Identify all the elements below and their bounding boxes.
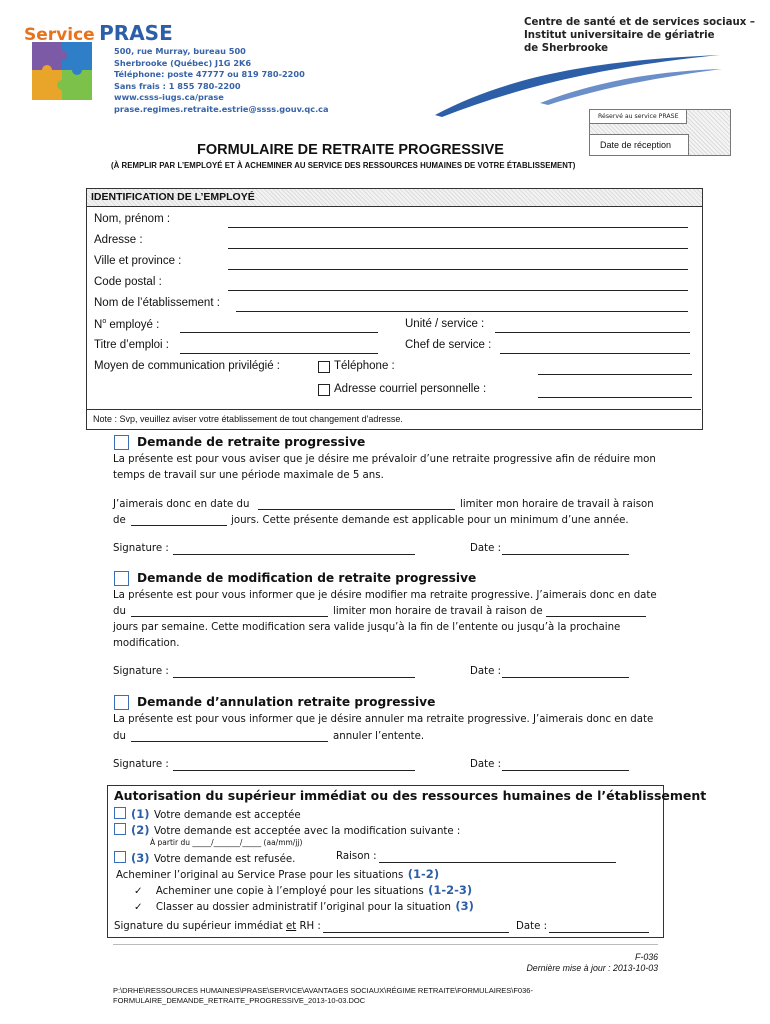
email-checkbox[interactable] bbox=[318, 384, 330, 396]
request-checkbox[interactable] bbox=[114, 435, 129, 450]
check-icon: ✓ bbox=[134, 902, 143, 913]
communication-label: Moyen de communication privilégié : bbox=[94, 360, 281, 372]
modification-signature-field[interactable] bbox=[173, 677, 415, 678]
cancellation-end-text: annuler l’entente. bbox=[333, 731, 425, 742]
logo-text bbox=[24, 21, 173, 45]
reason-label: Raison : bbox=[336, 851, 377, 862]
address-label: Adresse : bbox=[94, 234, 143, 246]
page-title: FORMULAIRE DE RETRAITE PROGRESSIVE bbox=[197, 142, 504, 158]
job-title-label: Titre d’emploi : bbox=[94, 339, 169, 351]
request-text-2: temps de travail sur une période maximale de 5 ans. bbox=[113, 470, 384, 481]
modification-days-field[interactable] bbox=[546, 616, 646, 617]
email-field[interactable] bbox=[538, 397, 692, 398]
accepted-checkbox[interactable] bbox=[114, 807, 126, 819]
request-days-text: jours. Cette présente demande est applicable pour un minimum d’une année. bbox=[231, 515, 629, 526]
phone-field[interactable] bbox=[538, 374, 692, 375]
modification-text-4: modification. bbox=[113, 638, 180, 649]
refused-checkbox[interactable] bbox=[114, 851, 126, 863]
modification-text-3: jours par semaine. Cette modification sera valide jusqu’à la fin de l’entente ou jusqu’à la prochaine bbox=[113, 622, 621, 633]
cancellation-heading: Demande d’annulation retraite progressive bbox=[137, 695, 436, 709]
unit-field[interactable] bbox=[495, 332, 690, 333]
modification-date-field[interactable] bbox=[131, 616, 328, 617]
accepted-modified-checkbox[interactable] bbox=[114, 823, 126, 835]
job-title-field[interactable] bbox=[180, 353, 378, 354]
address-field[interactable] bbox=[228, 248, 688, 249]
postal-label: Code postal : bbox=[94, 276, 162, 288]
institution-line-2: Institut universitaire de gériatrie bbox=[524, 30, 715, 41]
accepted-option: (1) Votre demande est acceptée bbox=[131, 807, 301, 821]
employee-number-field[interactable] bbox=[180, 332, 378, 333]
postal-field[interactable] bbox=[228, 290, 688, 291]
forward-instruction: Acheminer l’original au Service Prase pour les situations (1-2) bbox=[116, 867, 440, 881]
form-code: F-036 bbox=[635, 952, 658, 962]
name-label: Nom, prénom : bbox=[94, 213, 171, 225]
cancellation-signature-label: Signature : bbox=[113, 759, 169, 770]
request-text-1: La présente est pour vous aviser que je désire me prévaloir d’une retraite progressive afin de réduire mon bbox=[113, 454, 656, 465]
request-heading: Demande de retraite progressive bbox=[137, 435, 366, 449]
contact-email: prase.regimes.retraite.estrie@ssss.gouv.qc.ca bbox=[114, 103, 329, 114]
supervisor-date-label: Date : bbox=[516, 921, 548, 932]
modification-signature-label: Signature : bbox=[113, 666, 169, 677]
chief-field[interactable] bbox=[500, 353, 690, 354]
modification-heading: Demande de modification de retraite progressive bbox=[137, 571, 477, 585]
name-field[interactable] bbox=[228, 227, 688, 228]
from-date-line[interactable]: À partir du _____/_______/_____ (aa/mm/jj) bbox=[150, 838, 303, 847]
institution-line-1: Centre de santé et de services sociaux – bbox=[524, 17, 755, 28]
employee-number-label: $N^o$ employé : bbox=[94, 318, 160, 331]
phone-checkbox[interactable] bbox=[318, 361, 330, 373]
address-change-note: Note : Svp, veuillez aviser votre établissement de tout changement d'adresse. bbox=[93, 414, 403, 424]
copy-instruction: ✓ Acheminer une copie à l’employé pour les situations (1-2-3) bbox=[134, 883, 473, 897]
file-instruction: ✓ Classer au dossier administratif l’original pour la situation (3) bbox=[134, 899, 474, 913]
request-signature-label: Signature : bbox=[113, 543, 169, 554]
authorization-heading: Autorisation du supérieur immédiat ou des ressources humaines de l’établissement bbox=[114, 788, 707, 803]
modification-text-1: La présente est pour vous informer que je désire modifier ma retraite progressive. J’aimerais donc en date bbox=[113, 590, 657, 601]
request-date-label: J’aimerais donc en date du bbox=[113, 499, 250, 510]
supervisor-signature-field[interactable] bbox=[323, 932, 509, 933]
modification-date-field-sign[interactable] bbox=[502, 677, 629, 678]
request-date-signature-field[interactable] bbox=[502, 554, 629, 555]
request-days-field[interactable] bbox=[131, 525, 227, 526]
city-label: Ville et province : bbox=[94, 255, 182, 267]
cancellation-date-sign-field[interactable] bbox=[502, 770, 629, 771]
cancellation-text-1: La présente est pour vous informer que je désire annuler ma retraite progressive. J’aimerais donc en date bbox=[113, 714, 654, 725]
refused-option: (3) Votre demande est refusée. bbox=[131, 851, 296, 865]
phone-label: Téléphone : bbox=[334, 360, 395, 372]
cancellation-checkbox[interactable] bbox=[114, 695, 129, 710]
modification-du: du bbox=[113, 606, 126, 617]
check-icon: ✓ bbox=[134, 886, 143, 897]
contact-website: www.csss-iugs.ca/prase bbox=[114, 92, 224, 103]
modification-checkbox[interactable] bbox=[114, 571, 129, 586]
cancellation-signature-field[interactable] bbox=[173, 770, 415, 771]
reserved-label: Réservé au service PRASE bbox=[590, 110, 687, 124]
last-updated: Dernière mise à jour : 2013-10-03 bbox=[526, 963, 658, 973]
contact-city: Sherbrooke (Québec) J1G 2K6 bbox=[114, 57, 252, 68]
establishment-field[interactable] bbox=[236, 311, 688, 312]
cancellation-date-label: Date : bbox=[470, 759, 502, 770]
modification-limit-text: limiter mon horaire de travail à raison de bbox=[333, 606, 543, 617]
note-divider bbox=[86, 409, 701, 410]
supervisor-signature-label: Signature du supérieur immédiat et RH : bbox=[114, 921, 321, 932]
footer-divider bbox=[113, 944, 658, 945]
cancellation-du: du bbox=[113, 731, 126, 742]
city-field[interactable] bbox=[228, 269, 688, 270]
contact-tollfree: Sans frais : 1 855 780-2200 bbox=[114, 80, 241, 91]
request-date-field[interactable] bbox=[258, 509, 455, 510]
identification-heading: IDENTIFICATION DE L’EMPLOYÉ bbox=[87, 189, 702, 207]
logo-prase-text: PRASE bbox=[99, 21, 173, 45]
reason-field[interactable] bbox=[379, 862, 616, 863]
email-label: Adresse courriel personnelle : bbox=[334, 383, 487, 395]
request-days-prefix: de bbox=[113, 515, 126, 526]
contact-phone: Téléphone: poste 47777 ou 819 780-2200 bbox=[114, 69, 305, 80]
contact-block bbox=[114, 46, 329, 116]
accepted-modified-option: (2) Votre demande est acceptée avec la modification suivante : bbox=[131, 823, 461, 837]
logo-service-text: Service bbox=[24, 25, 95, 45]
page-subtitle: (À REMPLIR PAR L’EMPLOYÉ ET À ACHEMINER AU SERVICE DES RESSOURCES HUMAINES DE VOTRE ÉTABLISSEMENT) bbox=[111, 161, 576, 170]
reception-date-label: Date de réception bbox=[590, 134, 689, 155]
modification-date-label: Date : bbox=[470, 666, 502, 677]
supervisor-date-field[interactable] bbox=[549, 932, 649, 933]
contact-street: 500, rue Murray, bureau 500 bbox=[114, 46, 246, 56]
request-date-signature-label: Date : bbox=[470, 543, 502, 554]
request-limit-text: limiter mon horaire de travail à raison bbox=[460, 499, 654, 510]
institution-line-3: de Sherbrooke bbox=[524, 43, 608, 54]
file-path-2: FORMULAIRE_DEMANDE_RETRAITE_PROGRESSIVE_2013-10-03.DOC bbox=[113, 996, 366, 1005]
unit-label: Unité / service : bbox=[405, 318, 485, 330]
request-signature-field[interactable] bbox=[173, 554, 415, 555]
establishment-label: Nom de l’établissement : bbox=[94, 297, 220, 309]
cancellation-date-field[interactable] bbox=[131, 741, 328, 742]
file-path-1: P:\DRHE\RESSOURCES HUMAINES\PRASE\SERVICE\AVANTAGES SOCIAUX\RÉGIME RETRAITE\FORMULAIRES\F036- bbox=[113, 986, 533, 995]
chief-label: Chef de service : bbox=[405, 339, 492, 351]
reserved-box bbox=[589, 109, 731, 156]
